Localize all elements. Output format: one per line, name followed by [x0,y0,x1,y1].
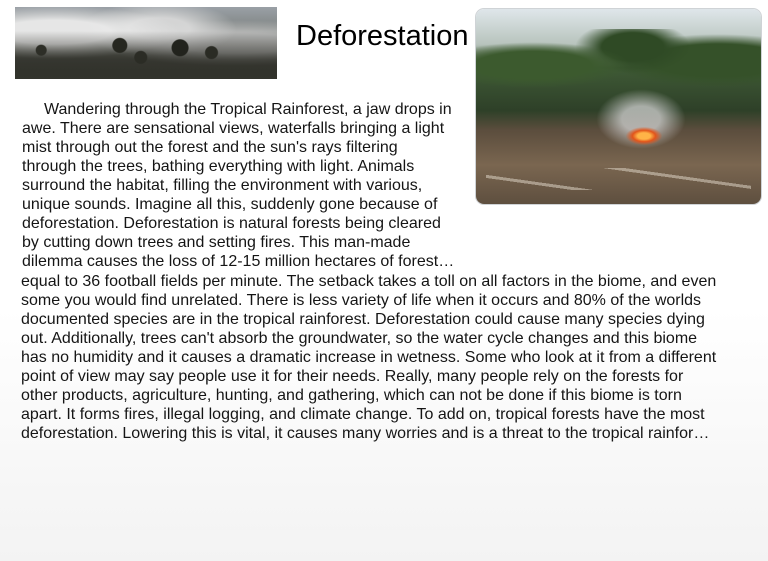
text-line: point of view may say people use it for their needs. Really, many people rely on the forests for [21,368,684,385]
forest-smoke-photo [15,7,277,79]
text-line: dilemma causes the loss of 12-15 million hectares of forest… [22,253,455,270]
text-line: some you would find unrelated. There is less variety of life when it occurs and 80% of the worlds [21,292,702,309]
body-paragraph [21,272,763,443]
text-line: documented species are in the tropical rainforest. Deforestation could cause many species dying [21,311,705,328]
text-line: other products, agriculture, hunting, and gathering, which can not be done if this biome is torn [21,387,682,404]
text-line: by cutting down trees and setting fires. This man-made [22,234,411,251]
text-line: Wandering through the Tropical Rainforest, a jaw drops in [44,101,452,118]
tree-silhouettes [15,31,277,79]
text-line: deforestation. Deforestation is natural forests being cleared [22,215,441,232]
text-line: through the trees, bathing everything with light. Animals [22,158,415,175]
text-line: deforestation. Lowering this is vital, it causes many worries and is a threat to the tropical rainfor… [21,425,710,442]
text-line: surround the habitat, filling the environment with various, [22,177,423,194]
fire-flame [626,127,662,145]
text-line: equal to 36 football fields per minute. The setback takes a toll on all factors in the biome, and even [21,273,717,290]
text-line: has no humidity and it causes a dramatic increase in wetness. Some who look at it from a different [21,349,717,366]
page-title: Deforestation [296,20,469,52]
text-line: awe. There are sensational views, waterfalls bringing a light [22,120,445,137]
burning-forest-photo [476,9,761,204]
text-line: apart. It forms fires, illegal logging, and climate change. To add on, tropical forests have the most [21,406,705,423]
text-line: unique sounds. Imagine all this, suddenly gone because of [22,196,438,213]
fallen-logs [486,168,751,190]
text-line: out. Additionally, trees can't absorb the groundwater, so the water cycle changes and this biome [21,330,698,347]
intro-paragraph [22,100,472,271]
text-line: mist through out the forest and the sun's rays filtering [22,139,398,156]
